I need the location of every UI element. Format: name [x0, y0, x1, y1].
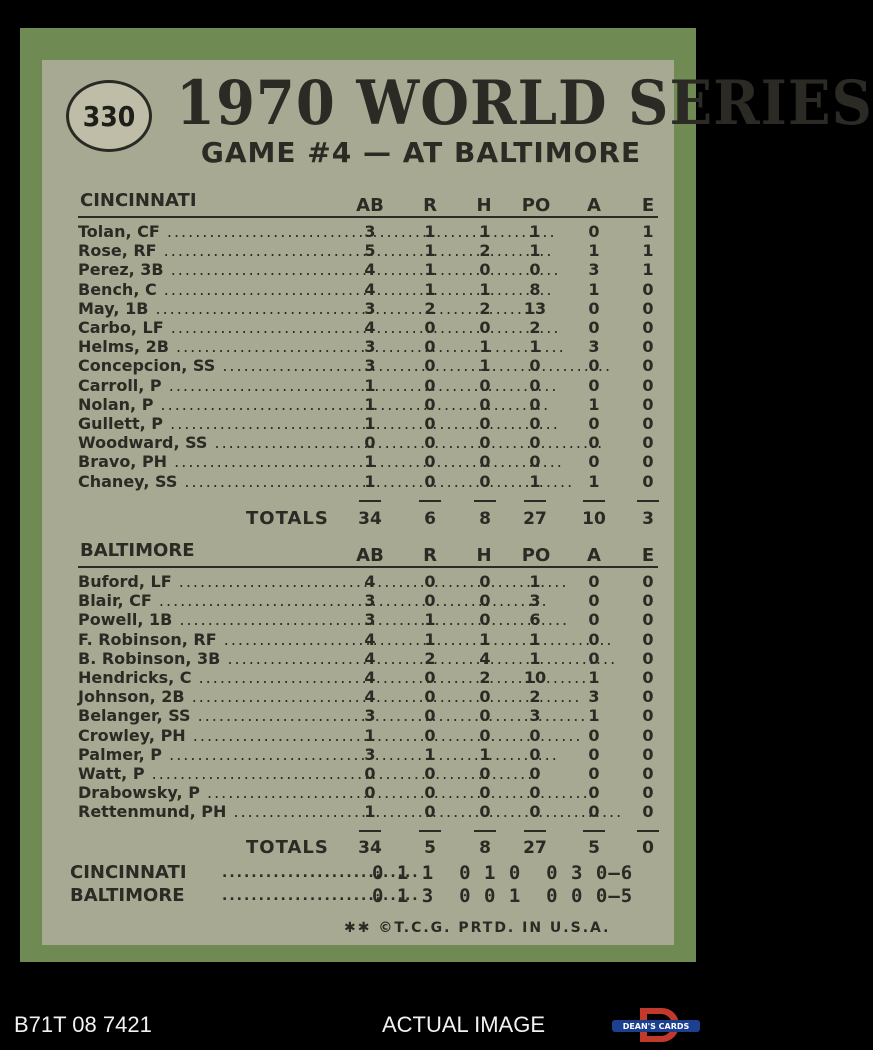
stat-po: 0: [529, 356, 541, 376]
player-row: [0, 376, 729, 395]
totals-rule: [637, 830, 659, 832]
stat-ab: 4: [364, 260, 376, 280]
stat-r: 1: [424, 279, 436, 299]
player-row: [0, 318, 729, 337]
total-a: 10: [582, 509, 606, 529]
stat-a: 0: [588, 783, 600, 803]
stat-po: 8: [529, 279, 541, 299]
column-header-ab: AB: [356, 545, 384, 566]
player-row: [0, 337, 729, 356]
stat-po: 1: [529, 572, 541, 591]
player-name: Johnson, 2B .....: [78, 687, 358, 706]
stat-ab: 5: [364, 241, 376, 261]
total-po: 27: [523, 838, 547, 858]
stat-r: 0: [424, 375, 436, 395]
stat-r: 0: [424, 394, 436, 414]
stat-h: 1: [479, 222, 491, 241]
stat-po: 0: [529, 414, 541, 433]
column-header-r: R: [423, 545, 437, 566]
total-h: 8: [479, 838, 491, 858]
stat-ab: 1: [364, 394, 376, 414]
totals-rule: [583, 830, 605, 832]
linescore-innings: 0 1 3 0 0 1 0 0 0–5: [372, 885, 634, 907]
stat-po: 13: [523, 298, 547, 318]
catalog-id: B71T 08 7421: [14, 1012, 152, 1037]
player-name: B. Robinson, 3B .....: [78, 649, 358, 668]
stat-po: 1: [529, 629, 541, 649]
stat-h: 2: [479, 298, 491, 318]
stat-po: 1: [529, 222, 541, 241]
stat-e: 0: [642, 802, 654, 822]
stat-e: 0: [642, 648, 654, 668]
stat-ab: 1: [364, 375, 376, 395]
stat-po: 0: [529, 802, 541, 822]
stat-h: 1: [479, 337, 491, 357]
player-name: Woodward, SS .....: [78, 433, 358, 452]
stat-e: 0: [642, 783, 654, 803]
player-row: [0, 706, 729, 725]
stat-ab: 1: [364, 471, 376, 491]
stat-a: 0: [588, 356, 600, 376]
stat-a: 0: [588, 298, 600, 318]
stat-r: 1: [424, 260, 436, 280]
stat-ab: 1: [364, 414, 376, 433]
stat-a: 0: [588, 452, 600, 472]
player-name: Tolan, CF .....: [78, 222, 358, 241]
stat-a: 0: [588, 591, 600, 611]
stat-r: 1: [424, 629, 436, 649]
stat-h: 1: [479, 744, 491, 764]
stat-ab: 3: [364, 356, 376, 376]
stat-r: 0: [424, 668, 436, 687]
stat-a: 0: [588, 764, 600, 783]
stat-h: 0: [479, 706, 491, 726]
stat-r: 2: [424, 648, 436, 668]
copyright-line: ✱✱ ©T.C.G. PRTD. IN U.S.A.: [344, 920, 611, 936]
stat-e: 0: [642, 764, 654, 783]
stat-r: 1: [424, 241, 436, 261]
stat-a: 1: [588, 241, 600, 261]
stat-e: 0: [642, 433, 654, 453]
player-row: [0, 260, 729, 279]
player-row: [0, 745, 729, 764]
stat-a: 0: [588, 802, 600, 822]
column-header-ab: AB: [356, 195, 384, 216]
total-po: 27: [523, 509, 547, 529]
stat-a: 1: [588, 279, 600, 299]
column-header-e: E: [641, 545, 655, 566]
stat-po: 10: [523, 668, 547, 687]
totals-rule: [474, 500, 496, 502]
linescore-leader-dots: ...........................: [222, 865, 420, 881]
total-e: 0: [642, 838, 654, 858]
stat-po: 0: [529, 725, 541, 745]
stat-po: 1: [529, 648, 541, 668]
player-row: [0, 452, 729, 471]
player-name: Nolan, P .....: [78, 395, 358, 414]
stat-h: 0: [479, 318, 491, 337]
totals-label: TOTALS: [246, 508, 329, 529]
stat-e: 0: [642, 414, 654, 433]
stat-ab: 4: [364, 648, 376, 668]
header-rule: [78, 216, 658, 218]
stat-po: 1: [529, 241, 541, 261]
svg-text:DEAN'S CARDS: DEAN'S CARDS: [622, 1022, 690, 1031]
stat-e: 0: [642, 279, 654, 299]
totals-rule: [524, 500, 546, 502]
player-row: [0, 783, 729, 802]
stat-a: 0: [588, 433, 600, 453]
stat-r: 1: [424, 744, 436, 764]
totals-rule: [637, 500, 659, 502]
stat-h: 0: [479, 414, 491, 433]
card-title: 1970 WORLD SERIES: [176, 68, 873, 140]
stat-h: 1: [479, 629, 491, 649]
stat-ab: 4: [364, 687, 376, 707]
card-subtitle: GAME #4 — AT BALTIMORE: [200, 136, 642, 169]
player-row: [0, 241, 729, 260]
card-number-badge: 330: [66, 80, 152, 152]
player-row: [0, 222, 729, 241]
stat-r: 0: [424, 318, 436, 337]
stat-e: 0: [642, 668, 654, 687]
stat-h: 1: [479, 356, 491, 376]
stat-ab: 3: [364, 706, 376, 726]
stat-ab: 3: [364, 610, 376, 630]
player-name: Crowley, PH .....: [78, 726, 358, 745]
stat-e: 0: [642, 629, 654, 649]
stat-ab: 3: [364, 337, 376, 357]
player-row: [0, 726, 729, 745]
linescore-team: CINCINNATI: [70, 862, 187, 883]
stat-h: 2: [479, 241, 491, 261]
stat-r: 1: [424, 222, 436, 241]
player-name: Bravo, PH .....: [78, 452, 358, 471]
player-name: Buford, LF .....: [78, 572, 358, 591]
stat-po: 0: [529, 744, 541, 764]
stat-a: 3: [588, 260, 600, 280]
player-row: [0, 572, 729, 591]
player-name: Perez, 3B .....: [78, 260, 358, 279]
linescore-team: BALTIMORE: [70, 885, 185, 906]
stat-a: 3: [588, 687, 600, 707]
stat-e: 0: [642, 318, 654, 337]
stat-h: 0: [479, 591, 491, 611]
stat-po: 6: [529, 610, 541, 630]
stat-a: 0: [588, 610, 600, 630]
stat-h: 0: [479, 725, 491, 745]
player-row: [0, 687, 729, 706]
stat-ab: 4: [364, 629, 376, 649]
player-name: Helms, 2B .....: [78, 337, 358, 356]
player-row: [0, 668, 729, 687]
total-r: 5: [424, 838, 436, 858]
stat-e: 1: [642, 241, 654, 261]
stat-po: 0: [529, 764, 541, 783]
player-row: [0, 299, 729, 318]
stat-h: 0: [479, 687, 491, 707]
player-name: F. Robinson, RF .....: [78, 630, 358, 649]
player-row: [0, 649, 729, 668]
player-name: Carbo, LF .....: [78, 318, 358, 337]
stat-e: 0: [642, 572, 654, 591]
player-name: Bench, C .....: [78, 280, 358, 299]
stat-h: 0: [479, 802, 491, 822]
column-header-po: PO: [521, 195, 551, 216]
stat-e: 0: [642, 687, 654, 707]
stat-a: 1: [588, 668, 600, 687]
total-h: 8: [479, 509, 491, 529]
actual-image-label: ACTUAL IMAGE: [382, 1012, 545, 1037]
stat-e: 0: [642, 725, 654, 745]
totals-rule: [359, 500, 381, 502]
stat-ab: 4: [364, 279, 376, 299]
linescore-leader-dots: ...........................: [222, 888, 420, 904]
totals-rule: [524, 830, 546, 832]
stat-a: 0: [588, 414, 600, 433]
stat-r: 0: [424, 356, 436, 376]
stat-e: 0: [642, 744, 654, 764]
player-name: Carroll, P .....: [78, 376, 358, 395]
player-name: Powell, 1B .....: [78, 610, 358, 629]
total-ab: 34: [358, 509, 382, 529]
stat-r: 0: [424, 337, 436, 357]
stat-e: 0: [642, 394, 654, 414]
player-name: Drabowsky, P .....: [78, 783, 358, 802]
stat-a: 0: [588, 744, 600, 764]
column-header-a: A: [587, 195, 601, 216]
stat-a: 1: [588, 471, 600, 491]
total-a: 5: [588, 838, 600, 858]
stat-po: 0: [529, 433, 541, 453]
stat-r: 0: [424, 706, 436, 726]
stat-ab: 3: [364, 222, 376, 241]
stat-h: 0: [479, 375, 491, 395]
stat-po: 1: [529, 337, 541, 357]
stat-ab: 3: [364, 591, 376, 611]
stat-h: 2: [479, 668, 491, 687]
column-header-e: E: [641, 195, 655, 216]
header-rule: [78, 566, 658, 568]
player-name: Belanger, SS .....: [78, 706, 358, 725]
stat-h: 0: [479, 764, 491, 783]
totals-rule: [474, 830, 496, 832]
stat-ab: 4: [364, 318, 376, 337]
totals-rule: [419, 500, 441, 502]
player-row: [0, 802, 729, 821]
total-r: 6: [424, 509, 436, 529]
stat-ab: 4: [364, 668, 376, 687]
stat-po: 3: [529, 591, 541, 611]
stat-r: 0: [424, 414, 436, 433]
column-header-h: H: [476, 545, 492, 566]
stat-e: 0: [642, 610, 654, 630]
player-name: Hendricks, C .....: [78, 668, 358, 687]
stat-ab: 3: [364, 744, 376, 764]
stat-e: 0: [642, 471, 654, 491]
stat-a: 1: [588, 706, 600, 726]
stat-po: 0: [529, 375, 541, 395]
stat-po: 0: [529, 394, 541, 414]
total-e: 3: [642, 509, 654, 529]
stat-ab: 1: [364, 725, 376, 745]
stat-po: 1: [529, 471, 541, 491]
player-row: [0, 356, 729, 375]
stat-a: 0: [588, 222, 600, 241]
player-row: [0, 395, 729, 414]
stat-h: 0: [479, 783, 491, 803]
player-name: Gullett, P .....: [78, 414, 358, 433]
player-name: Chaney, SS .....: [78, 472, 358, 491]
stat-ab: 0: [364, 783, 376, 803]
stat-r: 0: [424, 687, 436, 707]
stat-h: 0: [479, 572, 491, 591]
stat-r: 0: [424, 764, 436, 783]
stat-a: 0: [588, 648, 600, 668]
player-row: [0, 630, 729, 649]
stat-e: 1: [642, 222, 654, 241]
stat-h: 0: [479, 610, 491, 630]
stat-r: 0: [424, 471, 436, 491]
linescore-innings: 0 1 1 0 1 0 0 3 0–6: [372, 862, 634, 884]
stat-r: 2: [424, 298, 436, 318]
stat-po: 2: [529, 318, 541, 337]
column-header-po: PO: [521, 545, 551, 566]
player-name: Blair, CF .....: [78, 591, 358, 610]
player-row: [0, 591, 729, 610]
stat-ab: 1: [364, 452, 376, 472]
player-row: [0, 610, 729, 629]
stat-h: 0: [479, 433, 491, 453]
player-name: Watt, P .....: [78, 764, 358, 783]
stat-e: 1: [642, 260, 654, 280]
player-row: [0, 764, 729, 783]
stat-po: 3: [529, 706, 541, 726]
stat-h: 0: [479, 452, 491, 472]
player-name: Concepcion, SS .....: [78, 356, 358, 375]
team-header-baltimore: BALTIMORE: [80, 540, 195, 561]
stat-po: 0: [529, 452, 541, 472]
player-name: Rettenmund, PH .....: [78, 802, 358, 821]
stat-ab: 1: [364, 802, 376, 822]
stat-r: 0: [424, 591, 436, 611]
totals-rule: [583, 500, 605, 502]
stat-r: 0: [424, 452, 436, 472]
stat-h: 0: [479, 260, 491, 280]
stat-r: 0: [424, 783, 436, 803]
stat-e: 0: [642, 337, 654, 357]
column-header-a: A: [587, 545, 601, 566]
player-name: May, 1B .....: [78, 299, 358, 318]
stat-r: 1: [424, 610, 436, 630]
stat-a: 0: [588, 318, 600, 337]
stat-h: 4: [479, 648, 491, 668]
stat-e: 0: [642, 356, 654, 376]
stat-r: 0: [424, 725, 436, 745]
player-name: Palmer, P .....: [78, 745, 358, 764]
player-row: [0, 280, 729, 299]
player-row: [0, 472, 729, 491]
stat-r: 0: [424, 802, 436, 822]
stat-a: 1: [588, 394, 600, 414]
totals-label: TOTALS: [246, 837, 329, 858]
stat-po: 2: [529, 687, 541, 707]
stat-e: 0: [642, 452, 654, 472]
stat-a: 0: [588, 629, 600, 649]
totals-rule: [419, 830, 441, 832]
deans-cards-logo: [610, 1006, 702, 1044]
stat-a: 3: [588, 337, 600, 357]
column-header-r: R: [423, 195, 437, 216]
stat-a: 0: [588, 572, 600, 591]
stat-r: 0: [424, 572, 436, 591]
team-header-cincinnati: CINCINNATI: [80, 190, 197, 211]
stat-po: 0: [529, 260, 541, 280]
stat-h: 1: [479, 279, 491, 299]
stat-e: 0: [642, 375, 654, 395]
totals-rule: [359, 830, 381, 832]
stat-ab: 3: [364, 298, 376, 318]
stat-e: 0: [642, 298, 654, 318]
stat-po: 0: [529, 783, 541, 803]
stat-a: 0: [588, 725, 600, 745]
stat-h: 0: [479, 471, 491, 491]
stat-ab: 4: [364, 572, 376, 591]
player-row: [0, 414, 729, 433]
stat-e: 0: [642, 591, 654, 611]
player-row: [0, 433, 729, 452]
player-name: Rose, RF .....: [78, 241, 358, 260]
stat-ab: 0: [364, 764, 376, 783]
total-ab: 34: [358, 838, 382, 858]
column-header-h: H: [476, 195, 492, 216]
stat-ab: 0: [364, 433, 376, 453]
stat-a: 0: [588, 375, 600, 395]
stat-h: 0: [479, 394, 491, 414]
stat-r: 0: [424, 433, 436, 453]
stat-e: 0: [642, 706, 654, 726]
